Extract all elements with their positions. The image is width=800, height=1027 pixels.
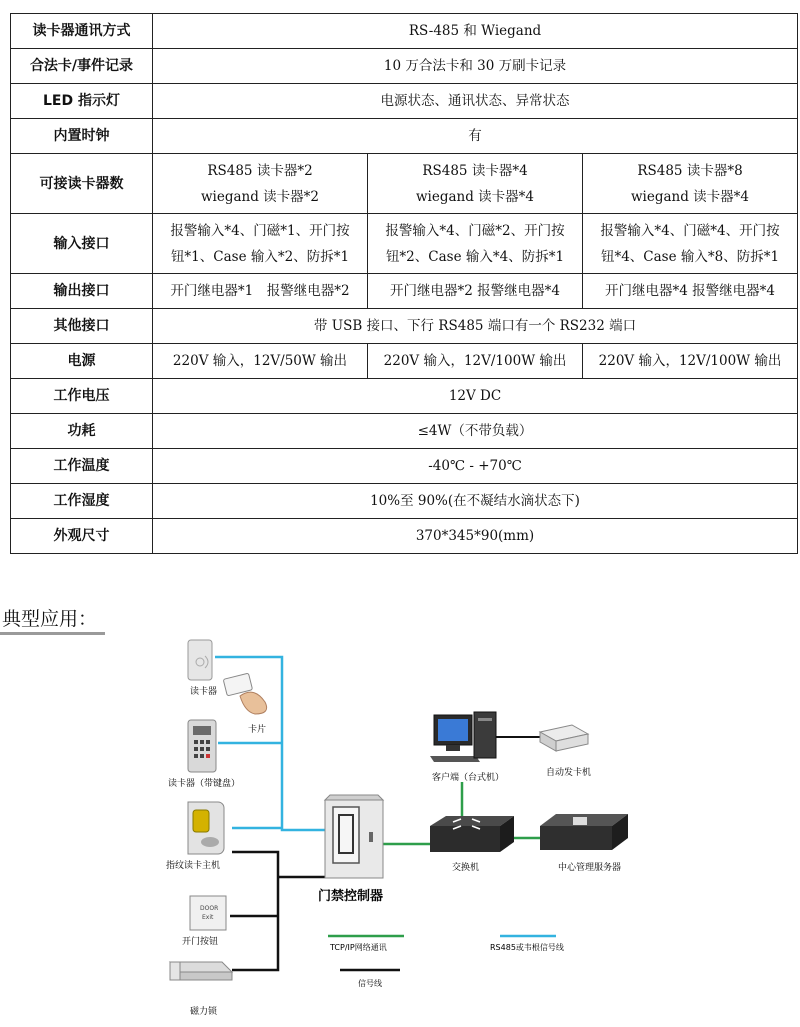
- switch-icon: [430, 816, 514, 852]
- spec-row: [11, 119, 798, 154]
- spec-row: [11, 49, 798, 84]
- legend-tcpip: TCP/IP网络通讯: [330, 943, 387, 952]
- spec-label: 输入接口: [11, 214, 153, 274]
- spec-row: [11, 214, 798, 274]
- spec-row: [11, 344, 798, 379]
- spec-value: ≤4W（不带负载）: [153, 414, 798, 449]
- spec-value-line: 钮*1、Case 输入*2、防拆*1: [170, 248, 350, 265]
- exit-button-icon: [190, 896, 226, 930]
- spec-row: [11, 84, 798, 119]
- spec-row: [11, 519, 798, 554]
- spec-label: 合法卡/事件记录: [11, 49, 153, 84]
- label-card-issuer: 自动发卡机: [546, 768, 592, 778]
- spec-value-line: 报警输入*4、门磁*1、开门按: [170, 222, 350, 239]
- spec-value: -40℃ - +70℃: [153, 449, 798, 484]
- spec-label: LED 指示灯: [11, 84, 153, 119]
- spec-value-line: 报警输入*4、门磁*2、开门按: [385, 222, 565, 239]
- spec-value-line: wiegand 读卡器*4: [630, 188, 750, 205]
- spec-label: 读卡器通讯方式: [11, 14, 153, 49]
- spec-value: [583, 214, 798, 274]
- spec-table: [10, 13, 798, 554]
- spec-value: 电源状态、通讯状态、异常状态: [153, 84, 798, 119]
- spec-label: 可接读卡器数: [11, 154, 153, 214]
- spec-value-line: wiegand 读卡器*2: [200, 188, 320, 205]
- fingerprint-reader-icon: [188, 802, 224, 854]
- spec-value: 10%至 90%(在不凝结水滴状态下): [153, 484, 798, 519]
- section-title: 典型应用：: [0, 606, 105, 635]
- spec-value: RS-485 和 Wiegand: [153, 14, 798, 49]
- spec-value-line: 钮*4、Case 输入*8、防拆*1: [600, 248, 780, 265]
- spec-label: 外观尺寸: [11, 519, 153, 554]
- spec-row: [11, 154, 798, 214]
- spec-value: [368, 214, 583, 274]
- spec-value: 开门继电器*2 报警继电器*4: [368, 274, 583, 309]
- spec-value: 开门继电器*4 报警继电器*4: [583, 274, 798, 309]
- spec-value: 220V 输入，12V/100W 输出: [368, 344, 583, 379]
- exit-button-text-2: Exit: [202, 914, 214, 921]
- card-icon: [223, 673, 266, 714]
- label-card: 卡片: [248, 725, 267, 735]
- spec-row: [11, 14, 798, 49]
- exit-button-text: DOOR: [200, 905, 219, 912]
- spec-label: 电源: [11, 344, 153, 379]
- spec-value-line: 钮*2、Case 输入*4、防拆*1: [385, 248, 565, 265]
- spec-value: [583, 154, 798, 214]
- label-maglock: 磁力锁: [190, 1007, 218, 1017]
- client-pc-icon: [430, 712, 496, 762]
- spec-value: [153, 214, 368, 274]
- spec-row: [11, 274, 798, 309]
- label-switch: 交换机: [452, 863, 480, 873]
- card-reader-icon: [188, 640, 212, 680]
- label-exit-button: 开门按钮: [182, 937, 219, 947]
- legend-signal: 信号线: [358, 979, 382, 988]
- spec-value: 370*345*90(mm): [153, 519, 798, 554]
- spec-row: [11, 414, 798, 449]
- controller-icon: [325, 795, 383, 878]
- label-controller: 门禁控制器: [318, 889, 384, 904]
- spec-value: 有: [153, 119, 798, 154]
- spec-value-line: RS485 读卡器*4: [422, 162, 528, 179]
- spec-value: [153, 154, 368, 214]
- spec-value: 220V 输入，12V/50W 输出: [153, 344, 368, 379]
- spec-value-line: 报警输入*4、门磁*4、开门按: [600, 222, 780, 239]
- spec-label: 内置时钟: [11, 119, 153, 154]
- spec-label: 输出接口: [11, 274, 153, 309]
- spec-label: 工作湿度: [11, 484, 153, 519]
- typical-application-diagram: [0, 630, 800, 1027]
- keypad-reader-icon: [188, 720, 216, 772]
- spec-label: 功耗: [11, 414, 153, 449]
- card-issuer-icon: [540, 725, 588, 751]
- spec-value: 带 USB 接口、下行 RS485 端口有一个 RS232 端口: [153, 309, 798, 344]
- spec-label: 其他接口: [11, 309, 153, 344]
- spec-value: [368, 154, 583, 214]
- maglock-icon: [170, 962, 232, 980]
- legend-rs485: RS485或韦根信号线: [490, 943, 564, 952]
- spec-label: 工作电压: [11, 379, 153, 414]
- spec-value-line: RS485 读卡器*8: [637, 162, 743, 179]
- spec-value: 220V 输入，12V/100W 输出: [583, 344, 798, 379]
- server-icon: [540, 814, 628, 850]
- label-server: 中心管理服务器: [558, 863, 622, 873]
- signal-lines: [230, 852, 330, 970]
- label-card-reader: 读卡器: [190, 687, 218, 697]
- spec-value-line: wiegand 读卡器*4: [415, 188, 535, 205]
- spec-label: 工作温度: [11, 449, 153, 484]
- label-keypad-reader: 读卡器（带键盘）: [168, 779, 241, 789]
- spec-row: [11, 309, 798, 344]
- spec-value: 开门继电器*1 报警继电器*2: [153, 274, 368, 309]
- spec-value: 10 万合法卡和 30 万刷卡记录: [153, 49, 798, 84]
- label-client: 客户端（台式机）: [432, 773, 505, 783]
- spec-row: [11, 379, 798, 414]
- spec-row: [11, 484, 798, 519]
- spec-value-line: RS485 读卡器*2: [207, 162, 313, 179]
- label-fingerprint: 指纹读卡主机: [166, 861, 221, 871]
- spec-value: 12V DC: [153, 379, 798, 414]
- spec-row: [11, 449, 798, 484]
